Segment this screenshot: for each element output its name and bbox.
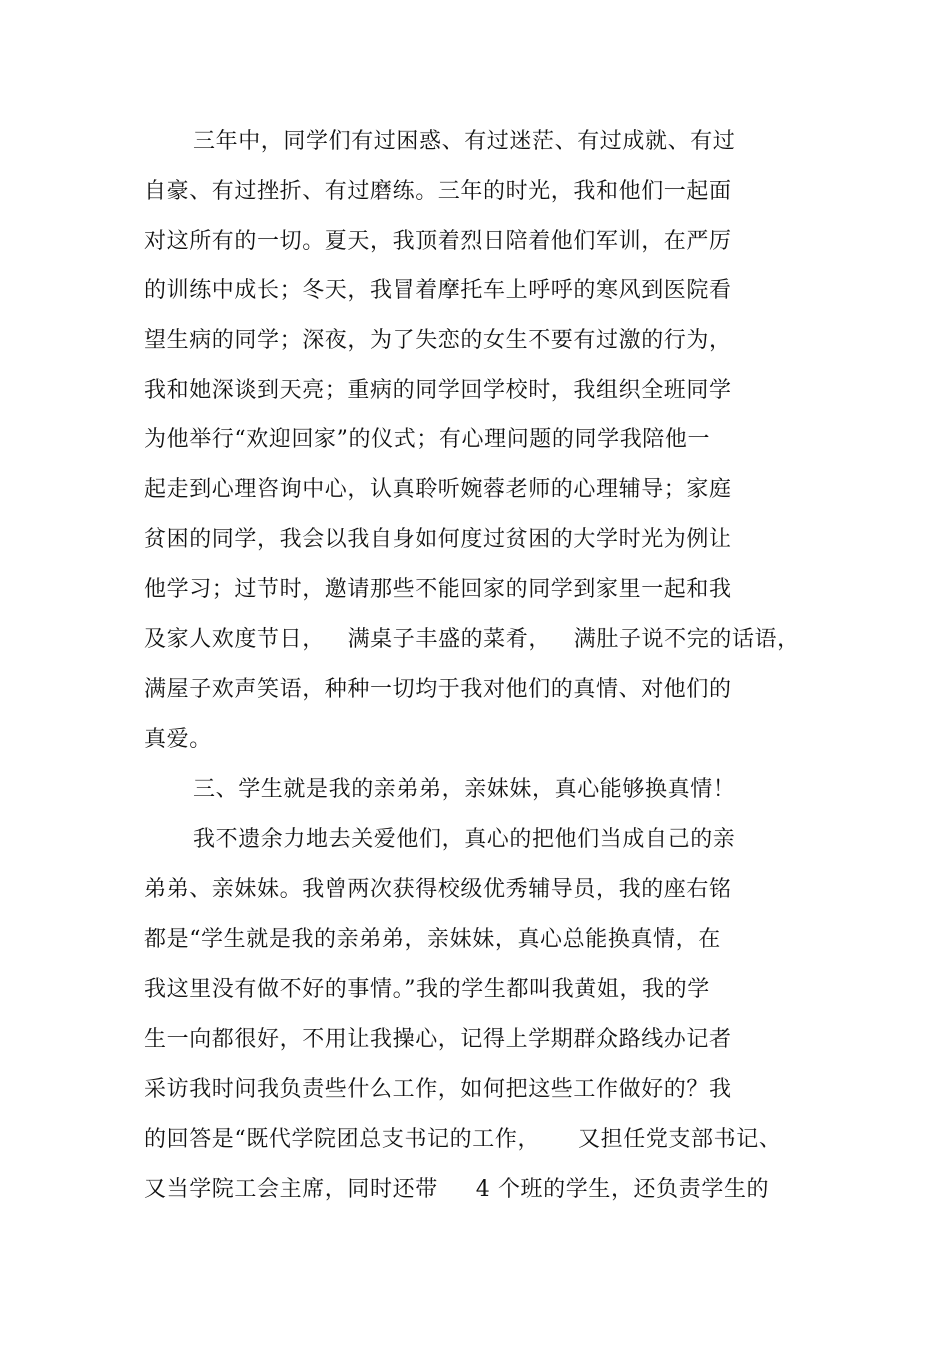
text-line: 都是“学生就是我的亲弟弟，亲妹妹，真心总能换真情，在 (144, 927, 721, 952)
section-heading: 三、学生就是我的亲弟弟，亲妹妹，真心能够换真情！ (193, 777, 736, 802)
text-line: 我不遗余力地去关爱他们，真心的把他们当成自己的亲 (193, 827, 736, 852)
text-line: 的训练中成长；冬天，我冒着摩托车上呼呼的寒风到医院看 (144, 278, 732, 303)
text-line: 我和她深谈到天亮；重病的同学回学校时，我组织全班同学 (144, 378, 732, 403)
text-line: 为他举行“欢迎回家”的仪式；有心理问题的同学我陪他一 (144, 427, 711, 452)
text-line: 三年中，同学们有过困惑、有过迷茫、有过成就、有过 (193, 129, 736, 154)
text-line: 又当学院工会主席，同时还带 4 个班的学生，还负责学生的 (144, 1177, 770, 1202)
text-line: 采访我时问我负责些什么工作，如何把这些工作做好的？我 (144, 1077, 732, 1102)
text-line: 及家人欢度节日， 满桌子丰盛的菜肴， 满肚子说不完的话语， (144, 627, 800, 652)
text-line: 我这里没有做不好的事情。”我的学生都叫我黄姐，我的学 (144, 977, 710, 1002)
text-line: 起走到心理咨询中心，认真聆听婉蓉老师的心理辅导；家庭 (144, 477, 732, 502)
text-line: 真爱。 (144, 727, 212, 752)
text-line: 生一向都很好，不用让我操心，记得上学期群众路线办记者 (144, 1027, 732, 1052)
text-line: 贫困的同学，我会以我自身如何度过贫困的大学时光为例让 (144, 527, 732, 552)
text-line: 满屋子欢声笑语，种种一切均于我对他们的真情、对他们的 (144, 677, 732, 702)
text-line: 自豪、有过挫折、有过磨练。三年的时光，我和他们一起面 (144, 179, 732, 204)
text-line: 他学习；过节时，邀请那些不能回家的同学到家里一起和我 (144, 577, 732, 602)
text-line: 望生病的同学；深夜，为了失恋的女生不要有过激的行为， (144, 328, 732, 353)
text-line: 对这所有的一切。夏天，我顶着烈日陪着他们军训，在严厉 (144, 229, 732, 254)
text-line: 的回答是“既代学院团总支书记的工作， 又担任党支部书记、 (144, 1127, 782, 1152)
text-line: 弟弟、亲妹妹。我曾两次获得校级优秀辅导员，我的座右铭 (144, 877, 732, 902)
